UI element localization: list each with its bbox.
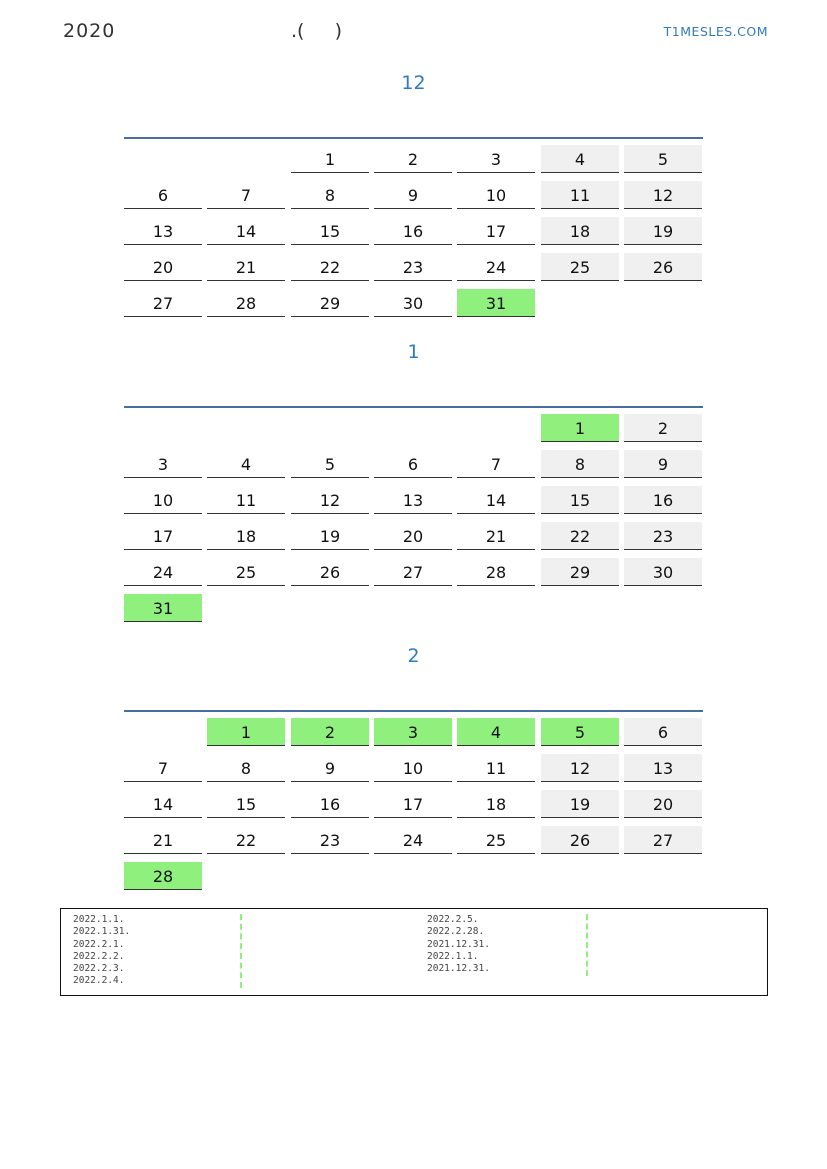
day-cell: 27 — [374, 558, 452, 586]
day-cell: 20 — [124, 253, 202, 281]
day-cell: 17 — [457, 217, 535, 245]
day-cell-weekend: 16 — [624, 486, 702, 514]
day-cell-holiday: 2 — [291, 718, 369, 746]
day-cell-weekend: 8 — [541, 450, 619, 478]
day-cell: 18 — [457, 790, 535, 818]
day-cell: 17 — [124, 522, 202, 550]
day-cell: 21 — [457, 522, 535, 550]
day-cell: 17 — [374, 790, 452, 818]
month-title: 12 — [401, 72, 426, 94]
day-cell-weekend: 27 — [624, 826, 702, 854]
day-cell-weekend: 12 — [541, 754, 619, 782]
day-cell-holiday: 3 — [374, 718, 452, 746]
day-cell: 22 — [207, 826, 285, 854]
day-cell: 22 — [291, 253, 369, 281]
day-cell-weekend: 30 — [624, 558, 702, 586]
day-cell-holiday: 1 — [541, 414, 619, 442]
day-cell-weekend: 29 — [541, 558, 619, 586]
day-cell-weekend: 23 — [624, 522, 702, 550]
day-cell: 16 — [374, 217, 452, 245]
day-cell: 3 — [457, 145, 535, 173]
day-cell: 6 — [374, 450, 452, 478]
legend-item: 2022.2.4. — [73, 975, 125, 987]
legend-item: 2022.2.2. — [73, 950, 125, 962]
day-cell-holiday: 4 — [457, 718, 535, 746]
day-cell: 10 — [374, 754, 452, 782]
day-cell: 8 — [291, 181, 369, 209]
day-cell: 28 — [207, 289, 285, 317]
day-cell-weekend: 5 — [624, 145, 702, 173]
site-link[interactable]: T1MESLES.COM — [663, 24, 768, 39]
day-cell-weekend: 12 — [624, 181, 702, 209]
day-cell-weekend: 13 — [624, 754, 702, 782]
day-cell: 29 — [291, 289, 369, 317]
month-calendar — [124, 137, 704, 325]
day-cell: 21 — [124, 826, 202, 854]
day-cell-weekend: 20 — [624, 790, 702, 818]
legend-left-column — [73, 914, 130, 988]
legend-right-column — [427, 914, 490, 975]
day-cell: 24 — [457, 253, 535, 281]
day-cell: 23 — [291, 826, 369, 854]
day-cell: 20 — [374, 522, 452, 550]
day-cell-weekend: 22 — [541, 522, 619, 550]
day-cell: 26 — [291, 558, 369, 586]
day-cell: 2 — [374, 145, 452, 173]
day-cell: 3 — [124, 450, 202, 478]
day-cell: 12 — [291, 486, 369, 514]
legend-item: 2022.1.31. — [73, 926, 131, 938]
day-cell: 7 — [124, 754, 202, 782]
day-cell: 6 — [124, 181, 202, 209]
legend-item: 2022.2.1. — [73, 938, 125, 950]
day-cell: 21 — [207, 253, 285, 281]
day-cell-weekend: 4 — [541, 145, 619, 173]
legend-item: 2022.1.1. — [427, 950, 479, 962]
day-cell: 9 — [291, 754, 369, 782]
day-cell: 23 — [374, 253, 452, 281]
day-cell: 25 — [457, 826, 535, 854]
day-cell-holiday: 1 — [207, 718, 285, 746]
month-title: 1 — [407, 341, 420, 363]
calendar-top-rule — [124, 137, 703, 139]
month-calendar — [124, 406, 704, 630]
legend-right-marker — [586, 914, 591, 976]
month-title: 2 — [407, 645, 420, 667]
day-cell: 15 — [291, 217, 369, 245]
day-cell-holiday: 31 — [124, 594, 202, 622]
header-year: 2020 — [63, 20, 116, 42]
day-cell: 27 — [124, 289, 202, 317]
day-cell-weekend: 2 — [624, 414, 702, 442]
day-cell: 24 — [124, 558, 202, 586]
day-cell-weekend: 19 — [624, 217, 702, 245]
month-calendar — [124, 710, 704, 898]
legend-item: 2021.12.31. — [427, 963, 490, 975]
calendar-top-rule — [124, 710, 703, 712]
day-cell: 7 — [207, 181, 285, 209]
day-cell: 13 — [374, 486, 452, 514]
day-cell: 14 — [457, 486, 535, 514]
day-cell: 11 — [207, 486, 285, 514]
day-cell-weekend: 26 — [541, 826, 619, 854]
calendar-top-rule — [124, 406, 703, 408]
day-cell: 14 — [207, 217, 285, 245]
day-cell: 8 — [207, 754, 285, 782]
day-cell: 18 — [207, 522, 285, 550]
header-title: .( ) — [291, 20, 343, 42]
legend-item: 2022.2.3. — [73, 963, 125, 975]
day-cell-weekend: 6 — [624, 718, 702, 746]
legend-item: 2022.2.28. — [427, 926, 485, 938]
day-cell-weekend: 11 — [541, 181, 619, 209]
day-cell-holiday: 31 — [457, 289, 535, 317]
legend-box — [60, 908, 768, 996]
day-cell-weekend: 25 — [541, 253, 619, 281]
page-header — [63, 20, 768, 46]
legend-item: 2021.12.31. — [427, 938, 490, 950]
day-cell-holiday: 28 — [124, 862, 202, 890]
day-cell: 1 — [291, 145, 369, 173]
day-cell: 14 — [124, 790, 202, 818]
legend-item: 2022.1.1. — [73, 914, 125, 925]
day-cell: 19 — [291, 522, 369, 550]
day-cell: 4 — [207, 450, 285, 478]
day-cell: 15 — [207, 790, 285, 818]
day-cell: 10 — [457, 181, 535, 209]
day-cell-weekend: 15 — [541, 486, 619, 514]
day-cell-holiday: 5 — [541, 718, 619, 746]
day-cell-weekend: 19 — [541, 790, 619, 818]
day-cell-weekend: 26 — [624, 253, 702, 281]
day-cell: 7 — [457, 450, 535, 478]
day-cell-weekend: 9 — [624, 450, 702, 478]
legend-item: 2022.2.5. — [427, 914, 479, 925]
day-cell: 16 — [291, 790, 369, 818]
day-cell: 10 — [124, 486, 202, 514]
day-cell: 13 — [124, 217, 202, 245]
day-cell: 30 — [374, 289, 452, 317]
day-cell-weekend: 18 — [541, 217, 619, 245]
day-cell: 28 — [457, 558, 535, 586]
day-cell: 9 — [374, 181, 452, 209]
legend-left-marker — [240, 914, 245, 988]
day-cell: 25 — [207, 558, 285, 586]
day-cell: 24 — [374, 826, 452, 854]
day-cell: 5 — [291, 450, 369, 478]
day-cell: 11 — [457, 754, 535, 782]
